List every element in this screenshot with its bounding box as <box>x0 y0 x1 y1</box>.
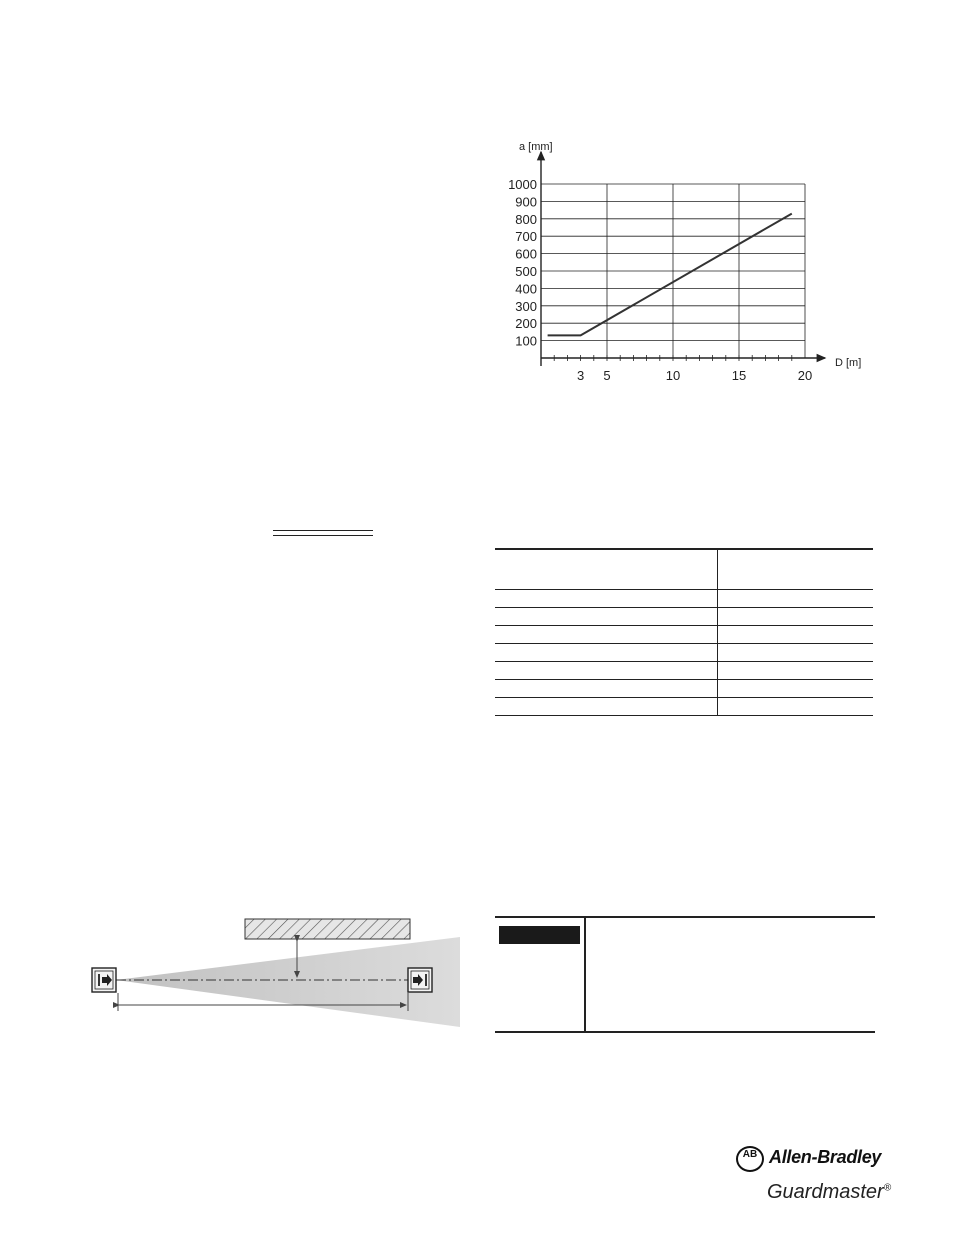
table-row <box>495 662 873 680</box>
table-row <box>495 608 873 626</box>
table-row <box>495 590 873 608</box>
y-tick-label: 100 <box>515 333 537 349</box>
table-cell <box>718 698 874 716</box>
x-axis-title: D [m] <box>835 357 862 369</box>
x-tick-label: 10 <box>665 368 681 380</box>
table-header-cell <box>495 549 718 590</box>
table-cell <box>718 662 874 680</box>
table-cell <box>495 626 718 644</box>
specification-table <box>495 548 873 716</box>
table-cell <box>495 662 718 680</box>
product-name <box>767 1181 891 1204</box>
table-header-row <box>495 549 873 590</box>
registered-mark: ® <box>883 1182 892 1194</box>
x-tick-label: 15 <box>731 368 747 380</box>
light-beam-diagram <box>88 915 463 1030</box>
ab-logo-icon <box>736 1146 764 1172</box>
y-tick-label: 200 <box>515 316 537 332</box>
x-tick-label: 3 <box>576 368 585 380</box>
table-row <box>495 644 873 662</box>
y-tick-label: 900 <box>515 194 537 210</box>
table-row <box>495 626 873 644</box>
note-divider <box>584 918 586 1031</box>
ab-logo-text: AB <box>742 1149 758 1160</box>
table-row <box>495 698 873 716</box>
distance-chart <box>495 130 875 380</box>
table-cell <box>495 698 718 716</box>
table-header-cell <box>718 549 874 590</box>
y-tick-label: 600 <box>515 246 537 262</box>
product-name-text: Guardmaster <box>767 1181 884 1203</box>
note-label-tag <box>499 926 580 944</box>
y-tick-label: 700 <box>515 229 537 245</box>
company-name: Allen-Bradley <box>769 1147 882 1167</box>
x-tick-label: 20 <box>797 368 813 380</box>
table-cell <box>495 608 718 626</box>
obstacle-surface <box>245 919 410 939</box>
receiver-icon <box>408 968 432 992</box>
important-note-box <box>495 916 875 1033</box>
y-tick-label: 400 <box>515 281 537 297</box>
table-row <box>495 680 873 698</box>
light-beam-diagram-svg <box>88 915 463 1030</box>
double-underline-rule <box>273 530 373 536</box>
table-cell <box>718 644 874 662</box>
y-tick-label: 800 <box>515 211 537 227</box>
table-cell <box>718 626 874 644</box>
y-tick-label: 300 <box>515 298 537 314</box>
table-cell <box>495 590 718 608</box>
table-cell <box>718 680 874 698</box>
distance-chart-svg <box>495 130 875 380</box>
series-line <box>548 214 792 336</box>
emitter-icon <box>92 968 116 992</box>
table-cell <box>495 680 718 698</box>
y-tick-label: 500 <box>515 264 537 279</box>
y-tick-label: 1000 <box>508 177 537 192</box>
table-cell <box>718 608 874 626</box>
brand-block <box>736 1146 892 1206</box>
table-cell <box>495 644 718 662</box>
table-cell <box>718 590 874 608</box>
y-axis-title: a [mm] <box>519 141 553 153</box>
x-tick-label: 5 <box>603 368 611 380</box>
